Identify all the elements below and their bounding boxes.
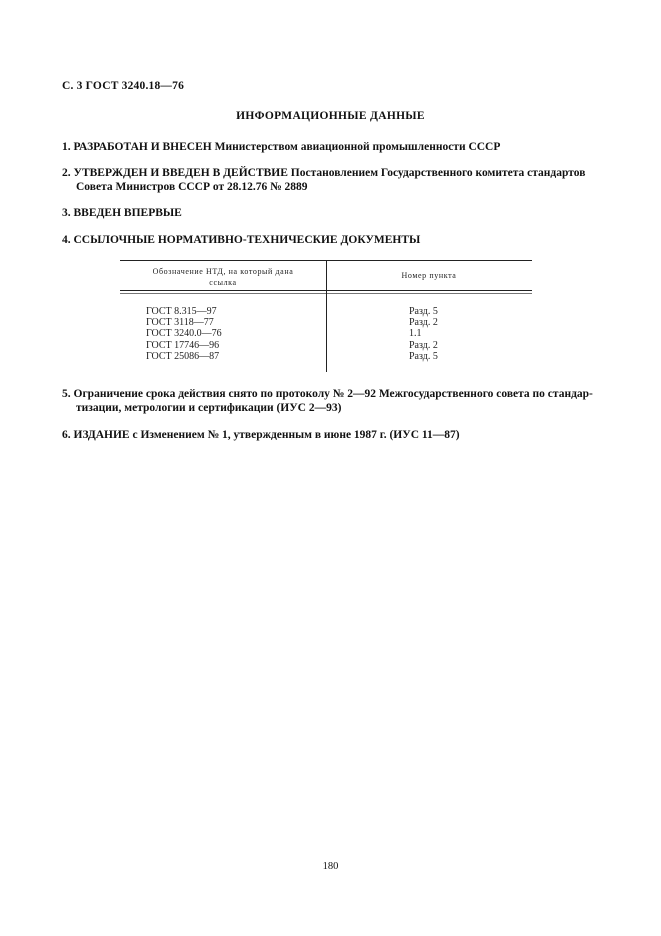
info-item-4-label: 4. ССЫЛОЧНЫЕ НОРМАТИВНО-ТЕХНИЧЕСКИЕ ДОКУМЕНТЫ <box>62 234 421 246</box>
table-cell-clause: Разд. 2 <box>409 339 438 351</box>
info-item-5-line2: тизации, метрологии и сертификации (ИУС 2—93) <box>76 402 342 414</box>
table-cell-clause: 1.1 <box>409 328 422 340</box>
table-cell-doc: ГОСТ 25086—87 <box>146 350 220 362</box>
info-item-5 <box>62 387 622 415</box>
info-item-2-text: Постановлением Государственного комитета стандартов <box>290 167 586 179</box>
info-item-4 <box>62 233 622 247</box>
page-number: 180 <box>322 861 339 872</box>
reference-table <box>120 260 532 372</box>
info-item-1-text: Министерством авиационной промышленности СССР <box>214 141 501 153</box>
table-cell-doc: ГОСТ 3240.0—76 <box>146 328 222 340</box>
table-header-clause: Номер пункта <box>401 271 457 280</box>
info-item-2 <box>62 166 622 194</box>
info-item-1 <box>62 140 622 154</box>
table-column-documents <box>146 306 222 362</box>
info-item-6: 6. ИЗДАНИЕ с Изменением № 1, утвержденным в июне 1987 г. (ИУС 11—87) <box>62 429 460 441</box>
info-item-3 <box>62 206 622 220</box>
document-title: ИНФОРМАЦИОННЫЕ ДАННЫЕ <box>236 110 425 122</box>
table-cell-doc: ГОСТ 8.315—97 <box>146 306 217 317</box>
table-cell-clause: Разд. 5 <box>409 350 438 362</box>
table-header-document-line1: Обозначение НТД, на который дана <box>152 267 294 276</box>
table-header-document <box>120 266 326 288</box>
table-column-clauses <box>409 306 438 362</box>
info-item-2-label: 2. УТВЕРЖДЕН И ВВЕДЕН В ДЕЙСТВИЕ <box>62 167 288 179</box>
running-head: С. 3 ГОСТ 3240.18—76 <box>62 80 185 92</box>
table-cell-clause: Разд. 5 <box>409 306 438 317</box>
table-cell-doc: ГОСТ 17746—96 <box>146 339 220 351</box>
info-item-3-label: 3. ВВЕДЕН ВПЕРВЫЕ <box>62 207 182 219</box>
info-item-2-continuation: Совета Министров СССР от 28.12.76 № 2889 <box>76 181 308 193</box>
table-header-document-line2: ссылка <box>209 278 237 287</box>
table-cell-clause: Разд. 2 <box>409 317 438 329</box>
info-item-5-line1: 5. Ограничение срока действия снято по протоколу № 2—92 Межгосударственного совета по стандар- <box>62 388 593 400</box>
info-item-1-label: 1. РАЗРАБОТАН И ВНЕСЕН <box>62 141 212 153</box>
table-cell-doc: ГОСТ 3118—77 <box>146 317 214 329</box>
